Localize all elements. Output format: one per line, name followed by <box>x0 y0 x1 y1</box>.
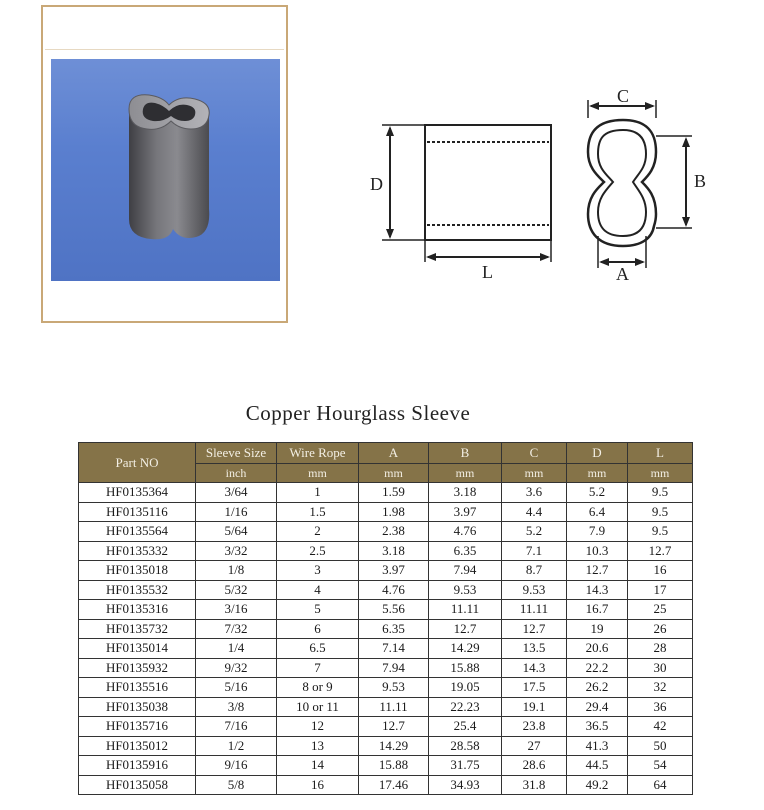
cell-l: 16 <box>628 561 693 581</box>
cell-b: 28.58 <box>429 736 502 756</box>
cell-part-no: HF0135564 <box>79 522 196 542</box>
cell-l: 9.5 <box>628 483 693 503</box>
cell-sleeve-size: 9/32 <box>196 658 277 678</box>
product-photo-frame <box>41 5 288 323</box>
header-sleeve-size: Sleeve Size <box>196 443 277 464</box>
table-row <box>79 658 693 678</box>
cell-d: 12.7 <box>567 561 628 581</box>
table-row <box>79 697 693 717</box>
cell-part-no: HF0135732 <box>79 619 196 639</box>
cell-sleeve-size: 5/32 <box>196 580 277 600</box>
cell-d: 49.2 <box>567 775 628 795</box>
cell-sleeve-size: 3/64 <box>196 483 277 503</box>
cell-a: 1.59 <box>359 483 429 503</box>
table-row <box>79 541 693 561</box>
cell-d: 29.4 <box>567 697 628 717</box>
table-row <box>79 522 693 542</box>
header-wire-rope: Wire Rope <box>277 443 359 464</box>
cell-b: 11.11 <box>429 600 502 620</box>
cell-b: 12.7 <box>429 619 502 639</box>
cell-sleeve-size: 5/64 <box>196 522 277 542</box>
cell-c: 27 <box>502 736 567 756</box>
cell-sleeve-size: 1/4 <box>196 639 277 659</box>
cell-d: 10.3 <box>567 541 628 561</box>
table-row <box>79 756 693 776</box>
cell-part-no: HF0135018 <box>79 561 196 581</box>
cell-a: 3.97 <box>359 561 429 581</box>
cell-b: 14.29 <box>429 639 502 659</box>
cell-d: 44.5 <box>567 756 628 776</box>
cell-b: 25.4 <box>429 717 502 737</box>
cell-wire-rope: 4 <box>277 580 359 600</box>
cell-l: 12.7 <box>628 541 693 561</box>
cell-l: 26 <box>628 619 693 639</box>
cell-c: 9.53 <box>502 580 567 600</box>
table-row <box>79 600 693 620</box>
label-b: B <box>694 171 707 191</box>
header-row-names <box>79 443 693 464</box>
cell-c: 19.1 <box>502 697 567 717</box>
unit-b: mm <box>429 464 502 483</box>
cell-c: 3.6 <box>502 483 567 503</box>
cell-wire-rope: 2.5 <box>277 541 359 561</box>
cell-a: 1.98 <box>359 502 429 522</box>
product-photo <box>51 59 280 281</box>
header-a: A <box>359 443 429 464</box>
table-row <box>79 483 693 503</box>
cell-c: 11.11 <box>502 600 567 620</box>
table-row <box>79 502 693 522</box>
cell-d: 36.5 <box>567 717 628 737</box>
cell-sleeve-size: 1/8 <box>196 561 277 581</box>
cell-c: 13.5 <box>502 639 567 659</box>
cell-l: 36 <box>628 697 693 717</box>
header-d: D <box>567 443 628 464</box>
cell-a: 12.7 <box>359 717 429 737</box>
cell-c: 4.4 <box>502 502 567 522</box>
cell-d: 7.9 <box>567 522 628 542</box>
table-header <box>79 443 693 483</box>
cell-c: 8.7 <box>502 561 567 581</box>
cell-sleeve-size: 3/16 <box>196 600 277 620</box>
header-l: L <box>628 443 693 464</box>
cell-l: 25 <box>628 600 693 620</box>
unit-l: mm <box>628 464 693 483</box>
cell-part-no: HF0135116 <box>79 502 196 522</box>
dimension-diagram <box>330 80 750 290</box>
cell-a: 5.56 <box>359 600 429 620</box>
table-row <box>79 639 693 659</box>
cell-d: 6.4 <box>567 502 628 522</box>
cell-l: 9.5 <box>628 522 693 542</box>
cell-part-no: HF0135916 <box>79 756 196 776</box>
cell-b: 4.76 <box>429 522 502 542</box>
cell-sleeve-size: 3/32 <box>196 541 277 561</box>
cell-wire-rope: 3 <box>277 561 359 581</box>
cell-d: 16.7 <box>567 600 628 620</box>
cell-wire-rope: 16 <box>277 775 359 795</box>
table-row <box>79 619 693 639</box>
cell-c: 5.2 <box>502 522 567 542</box>
cell-part-no: HF0135516 <box>79 678 196 698</box>
cell-l: 32 <box>628 678 693 698</box>
table-row <box>79 580 693 600</box>
cell-part-no: HF0135038 <box>79 697 196 717</box>
table-body <box>79 483 693 795</box>
cell-d: 22.2 <box>567 658 628 678</box>
label-l: L <box>482 262 493 282</box>
cell-b: 19.05 <box>429 678 502 698</box>
cell-a: 7.14 <box>359 639 429 659</box>
header-part-no: Part NO <box>79 443 196 483</box>
cell-d: 26.2 <box>567 678 628 698</box>
cell-a: 15.88 <box>359 756 429 776</box>
unit-c: mm <box>502 464 567 483</box>
frame-divider <box>45 49 284 50</box>
cell-part-no: HF0135932 <box>79 658 196 678</box>
table-row <box>79 561 693 581</box>
cell-a: 3.18 <box>359 541 429 561</box>
unit-sleeve-size: inch <box>196 464 277 483</box>
cell-sleeve-size: 1/16 <box>196 502 277 522</box>
table-row <box>79 775 693 795</box>
cell-d: 20.6 <box>567 639 628 659</box>
cell-c: 14.3 <box>502 658 567 678</box>
cell-a: 4.76 <box>359 580 429 600</box>
cell-wire-rope: 12 <box>277 717 359 737</box>
cell-sleeve-size: 3/8 <box>196 697 277 717</box>
cell-part-no: HF0135316 <box>79 600 196 620</box>
cell-c: 28.6 <box>502 756 567 776</box>
cell-l: 17 <box>628 580 693 600</box>
cell-wire-rope: 5 <box>277 600 359 620</box>
cell-part-no: HF0135364 <box>79 483 196 503</box>
cell-a: 6.35 <box>359 619 429 639</box>
cell-part-no: HF0135014 <box>79 639 196 659</box>
cell-part-no: HF0135716 <box>79 717 196 737</box>
cell-a: 11.11 <box>359 697 429 717</box>
cell-b: 31.75 <box>429 756 502 776</box>
cell-wire-rope: 14 <box>277 756 359 776</box>
cell-part-no: HF0135012 <box>79 736 196 756</box>
cell-wire-rope: 1 <box>277 483 359 503</box>
cell-sleeve-size: 9/16 <box>196 756 277 776</box>
cell-b: 34.93 <box>429 775 502 795</box>
cell-c: 23.8 <box>502 717 567 737</box>
cell-a: 7.94 <box>359 658 429 678</box>
cell-b: 9.53 <box>429 580 502 600</box>
cell-l: 28 <box>628 639 693 659</box>
label-a: A <box>616 264 629 284</box>
page-title <box>0 401 764 426</box>
table-row <box>79 717 693 737</box>
cell-sleeve-size: 1/2 <box>196 736 277 756</box>
header-b: B <box>429 443 502 464</box>
cell-wire-rope: 6.5 <box>277 639 359 659</box>
cell-c: 17.5 <box>502 678 567 698</box>
cell-a: 17.46 <box>359 775 429 795</box>
cell-a: 9.53 <box>359 678 429 698</box>
label-c: C <box>617 86 630 106</box>
unit-d: mm <box>567 464 628 483</box>
cell-l: 64 <box>628 775 693 795</box>
table-row <box>79 678 693 698</box>
cell-d: 14.3 <box>567 580 628 600</box>
cell-l: 9.5 <box>628 502 693 522</box>
cell-d: 19 <box>567 619 628 639</box>
cell-b: 22.23 <box>429 697 502 717</box>
unit-wire-rope: mm <box>277 464 359 483</box>
cell-part-no: HF0135332 <box>79 541 196 561</box>
cell-part-no: HF0135058 <box>79 775 196 795</box>
cell-b: 7.94 <box>429 561 502 581</box>
header-c: C <box>502 443 567 464</box>
cell-l: 54 <box>628 756 693 776</box>
cell-part-no: HF0135532 <box>79 580 196 600</box>
unit-a: mm <box>359 464 429 483</box>
cell-sleeve-size: 5/8 <box>196 775 277 795</box>
sleeve-photo-illustration <box>51 59 280 281</box>
cell-wire-rope: 8 or 9 <box>277 678 359 698</box>
cell-l: 42 <box>628 717 693 737</box>
cell-a: 14.29 <box>359 736 429 756</box>
cell-b: 6.35 <box>429 541 502 561</box>
cell-b: 15.88 <box>429 658 502 678</box>
cell-wire-rope: 13 <box>277 736 359 756</box>
cell-sleeve-size: 7/32 <box>196 619 277 639</box>
label-d: D <box>370 174 383 194</box>
dimension-drawing <box>330 80 750 290</box>
cell-sleeve-size: 7/16 <box>196 717 277 737</box>
cell-wire-rope: 7 <box>277 658 359 678</box>
cell-d: 5.2 <box>567 483 628 503</box>
page-title-text: Copper Hourglass Sleeve <box>245 401 471 425</box>
cell-c: 12.7 <box>502 619 567 639</box>
cell-wire-rope: 10 or 11 <box>277 697 359 717</box>
cell-c: 31.8 <box>502 775 567 795</box>
cell-c: 7.1 <box>502 541 567 561</box>
cell-a: 2.38 <box>359 522 429 542</box>
cell-d: 41.3 <box>567 736 628 756</box>
cell-b: 3.97 <box>429 502 502 522</box>
cell-sleeve-size: 5/16 <box>196 678 277 698</box>
cell-l: 50 <box>628 736 693 756</box>
cell-wire-rope: 6 <box>277 619 359 639</box>
cell-l: 30 <box>628 658 693 678</box>
cell-wire-rope: 2 <box>277 522 359 542</box>
spec-table <box>78 442 693 795</box>
cell-b: 3.18 <box>429 483 502 503</box>
table-row <box>79 736 693 756</box>
cell-wire-rope: 1.5 <box>277 502 359 522</box>
